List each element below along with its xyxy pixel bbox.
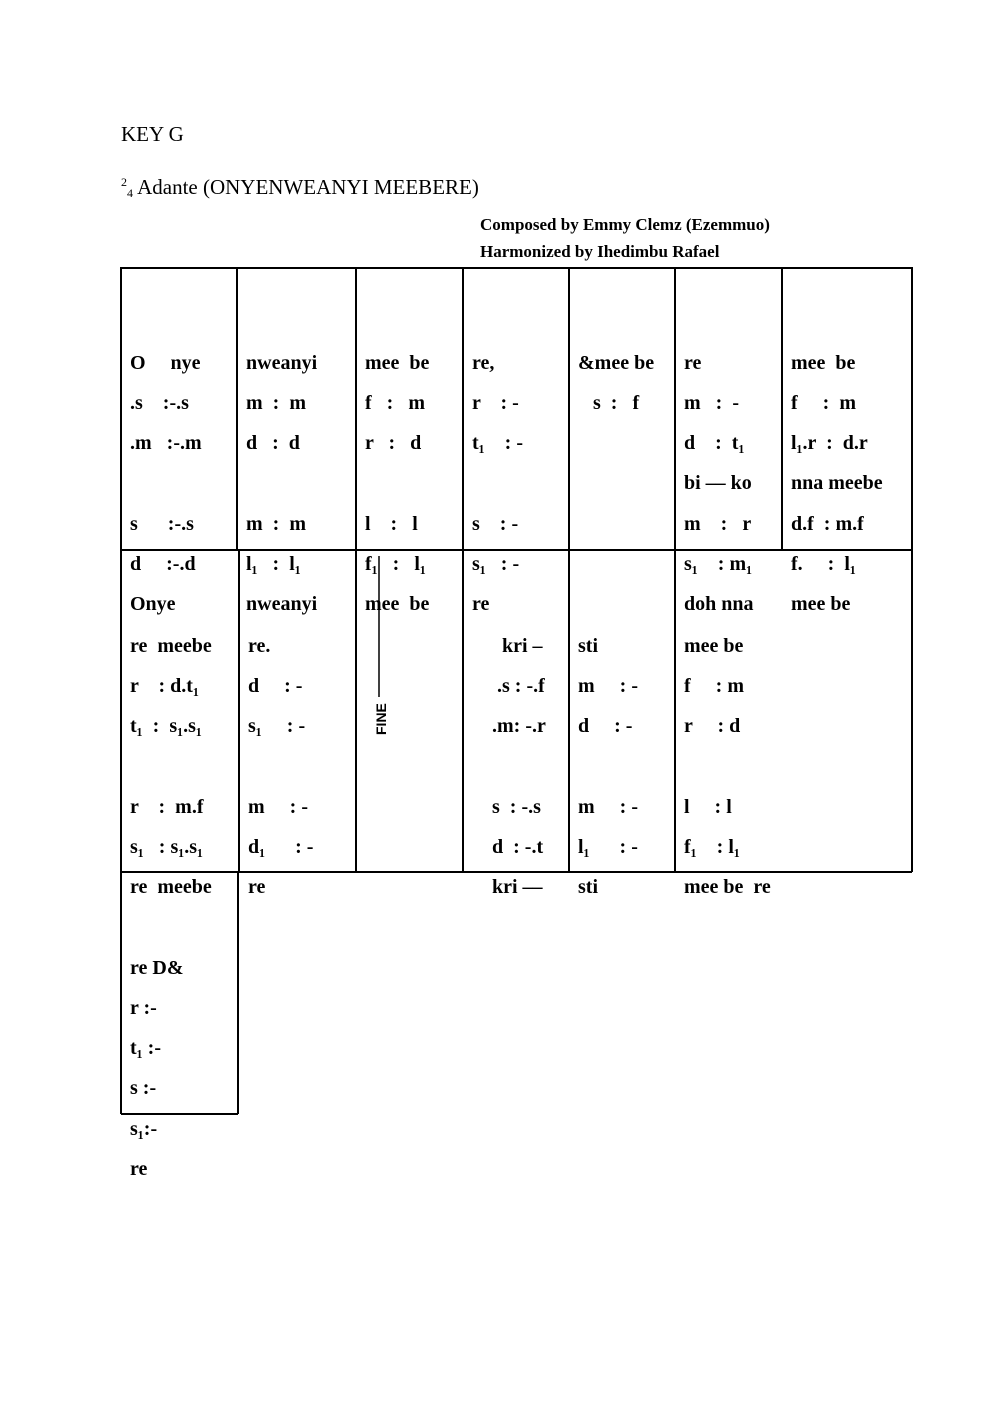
r3-col1: re D& r :- t₁ :- s :- s₁:- re xyxy=(130,956,184,1181)
r2-col1: re meebe r : d.t₁ t₁ : s₁.s₁ r : m.f s₁ : s₁.s₁ re meebe xyxy=(130,634,212,899)
r1-col6: re m : - d : t₁ bi –– ko m : r s₁ : m₁ doh nna xyxy=(684,351,754,616)
fine-marker: FINE xyxy=(373,703,389,735)
time-denominator: 4 xyxy=(127,186,133,200)
r1-col7: mee be f : m l₁.r : d.r nna meebe d.f : m.f f. : l₁ mee be xyxy=(791,351,883,616)
r2-col6: mee be f : m r : d l : l f₁ : l₁ mee be re xyxy=(684,634,771,899)
r1-col1: O nye .s :-.s .m :-.m s :-.s d :-.d Onye xyxy=(130,351,202,616)
song-title: Adante (ONYENWEANYI MEEBERE) xyxy=(137,175,479,199)
r2-col4: kri – .s : -.f .m: -.r s : -.s d : -.t kri –– xyxy=(472,634,546,899)
r1-col3: mee be f : m r : d l : l f₁ : l₁ mee be xyxy=(365,351,430,616)
harmonizer-credit: Harmonized by Ihedimbu Rafael xyxy=(480,242,720,261)
r1-col4: re, r : - t₁ : - s : - s₁ : - re xyxy=(472,351,523,616)
composer-credit: Composed by Emmy Clemz (Ezemmuo) xyxy=(480,215,770,234)
time-numerator: 2 xyxy=(121,175,127,189)
r1-col5: &mee be s : f xyxy=(578,351,655,414)
r2-col5: sti m : - d : - m : - l₁ : - sti xyxy=(578,634,638,899)
key-signature: KEY G xyxy=(121,122,184,146)
r1-col2: nweanyi m : m d : d m : m l₁ : l₁ nweanyi xyxy=(246,351,318,616)
r2-col2: re. d : - s₁ : - m : - d₁ : - re xyxy=(248,634,314,899)
